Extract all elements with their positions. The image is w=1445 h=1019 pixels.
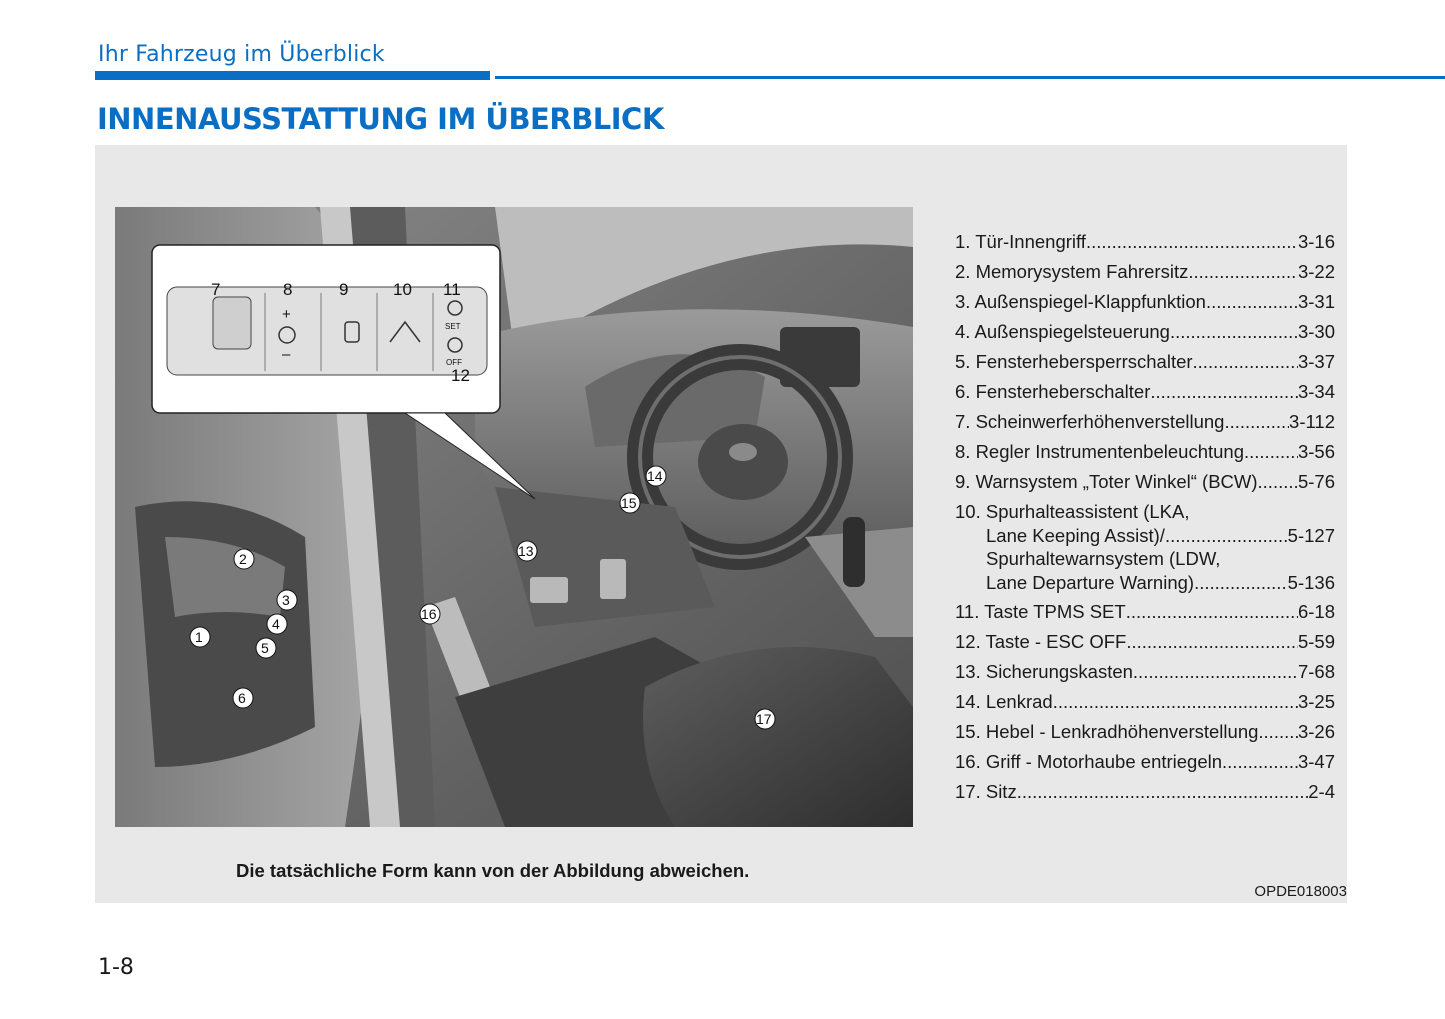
image-code: OPDE018003: [1254, 883, 1347, 900]
list-item: 5. Fensterhebersperrschalter ..... 3-37: [955, 350, 1335, 380]
switch-minus-label: –: [282, 346, 291, 363]
section-title: Ihr Fahrzeug im Überblick: [98, 42, 385, 67]
callout-10: 10: [393, 280, 412, 299]
list-item: 12. Taste - ESC OFF ..... 5-59: [955, 630, 1335, 660]
list-item: 14. Lenkrad ..... 3-25: [955, 690, 1335, 720]
page-heading: INNENAUSSTATTUNG IM ÜBERBLICK: [97, 102, 664, 136]
callout-9: 9: [339, 280, 349, 299]
list-item: 1. Tür-Innengriff ..... 3-16: [955, 230, 1335, 260]
list-item: 9. Warnsystem „Toter Winkel“ (BCW) ..... 5-76: [955, 470, 1335, 500]
list-item: 16. Griff - Motorhaube entriegeln ..... 3-47: [955, 750, 1335, 780]
header-rule-thick: [95, 71, 490, 80]
list-item: 11. Taste TPMS SET ..... 6-18: [955, 600, 1335, 630]
list-item: 4. Außenspiegelsteuerung ..... 3-30: [955, 320, 1335, 350]
callout-4: 4: [272, 616, 280, 632]
figure-caption: Die tatsächliche Form kann von der Abbildung abweichen.: [236, 860, 750, 881]
page-number: 1-8: [98, 955, 134, 980]
list-item: 8. Regler Instrumentenbeleuchtung ..... 3-56: [955, 440, 1335, 470]
list-item: 10. Spurhalteassistent (LKA, Lane Keeping Assist)/ ..... 5-127 Spurhaltewarnsystem (LDW, Lane Departure Warning) ..... 5-136: [955, 500, 1335, 594]
callout-6: 6: [238, 690, 246, 706]
list-item: 15. Hebel - Lenkradhöhenverstellung ..... 3-26: [955, 720, 1335, 750]
list-item: 13. Sicherungskasten ..... 7-68: [955, 660, 1335, 690]
callout-17: 17: [756, 711, 772, 727]
switch-plus-label: +: [282, 306, 291, 323]
callout-2: 2: [239, 551, 247, 567]
callout-7: 7: [211, 280, 221, 299]
list-item: 17. Sitz ..... 2-4: [955, 780, 1335, 810]
list-item: 2. Memorysystem Fahrersitz ..... 3-22: [955, 260, 1335, 290]
legend-list: [955, 230, 1335, 810]
callout-13: 13: [518, 543, 534, 559]
interior-illustration: [115, 207, 913, 827]
callout-1: 1: [195, 629, 203, 645]
callout-14: 14: [647, 468, 663, 484]
list-item: 7. Scheinwerferhöhenverstellung ..... 3-112: [955, 410, 1335, 440]
callout-5: 5: [261, 640, 269, 656]
switch-set-label: SET: [445, 322, 461, 331]
callout-16: 16: [421, 606, 437, 622]
callout-12: 12: [451, 366, 470, 385]
header-rule-thin: [495, 76, 1445, 79]
callout-15: 15: [621, 495, 637, 511]
callout-8: 8: [283, 280, 293, 299]
list-item: 6. Fensterheberschalter ..... 3-34: [955, 380, 1335, 410]
switch-off-label: OFF: [446, 358, 462, 367]
callout-3: 3: [282, 592, 290, 608]
callout-11: 11: [443, 280, 461, 299]
list-item: 3. Außenspiegel-Klappfunktion ..... 3-31: [955, 290, 1335, 320]
